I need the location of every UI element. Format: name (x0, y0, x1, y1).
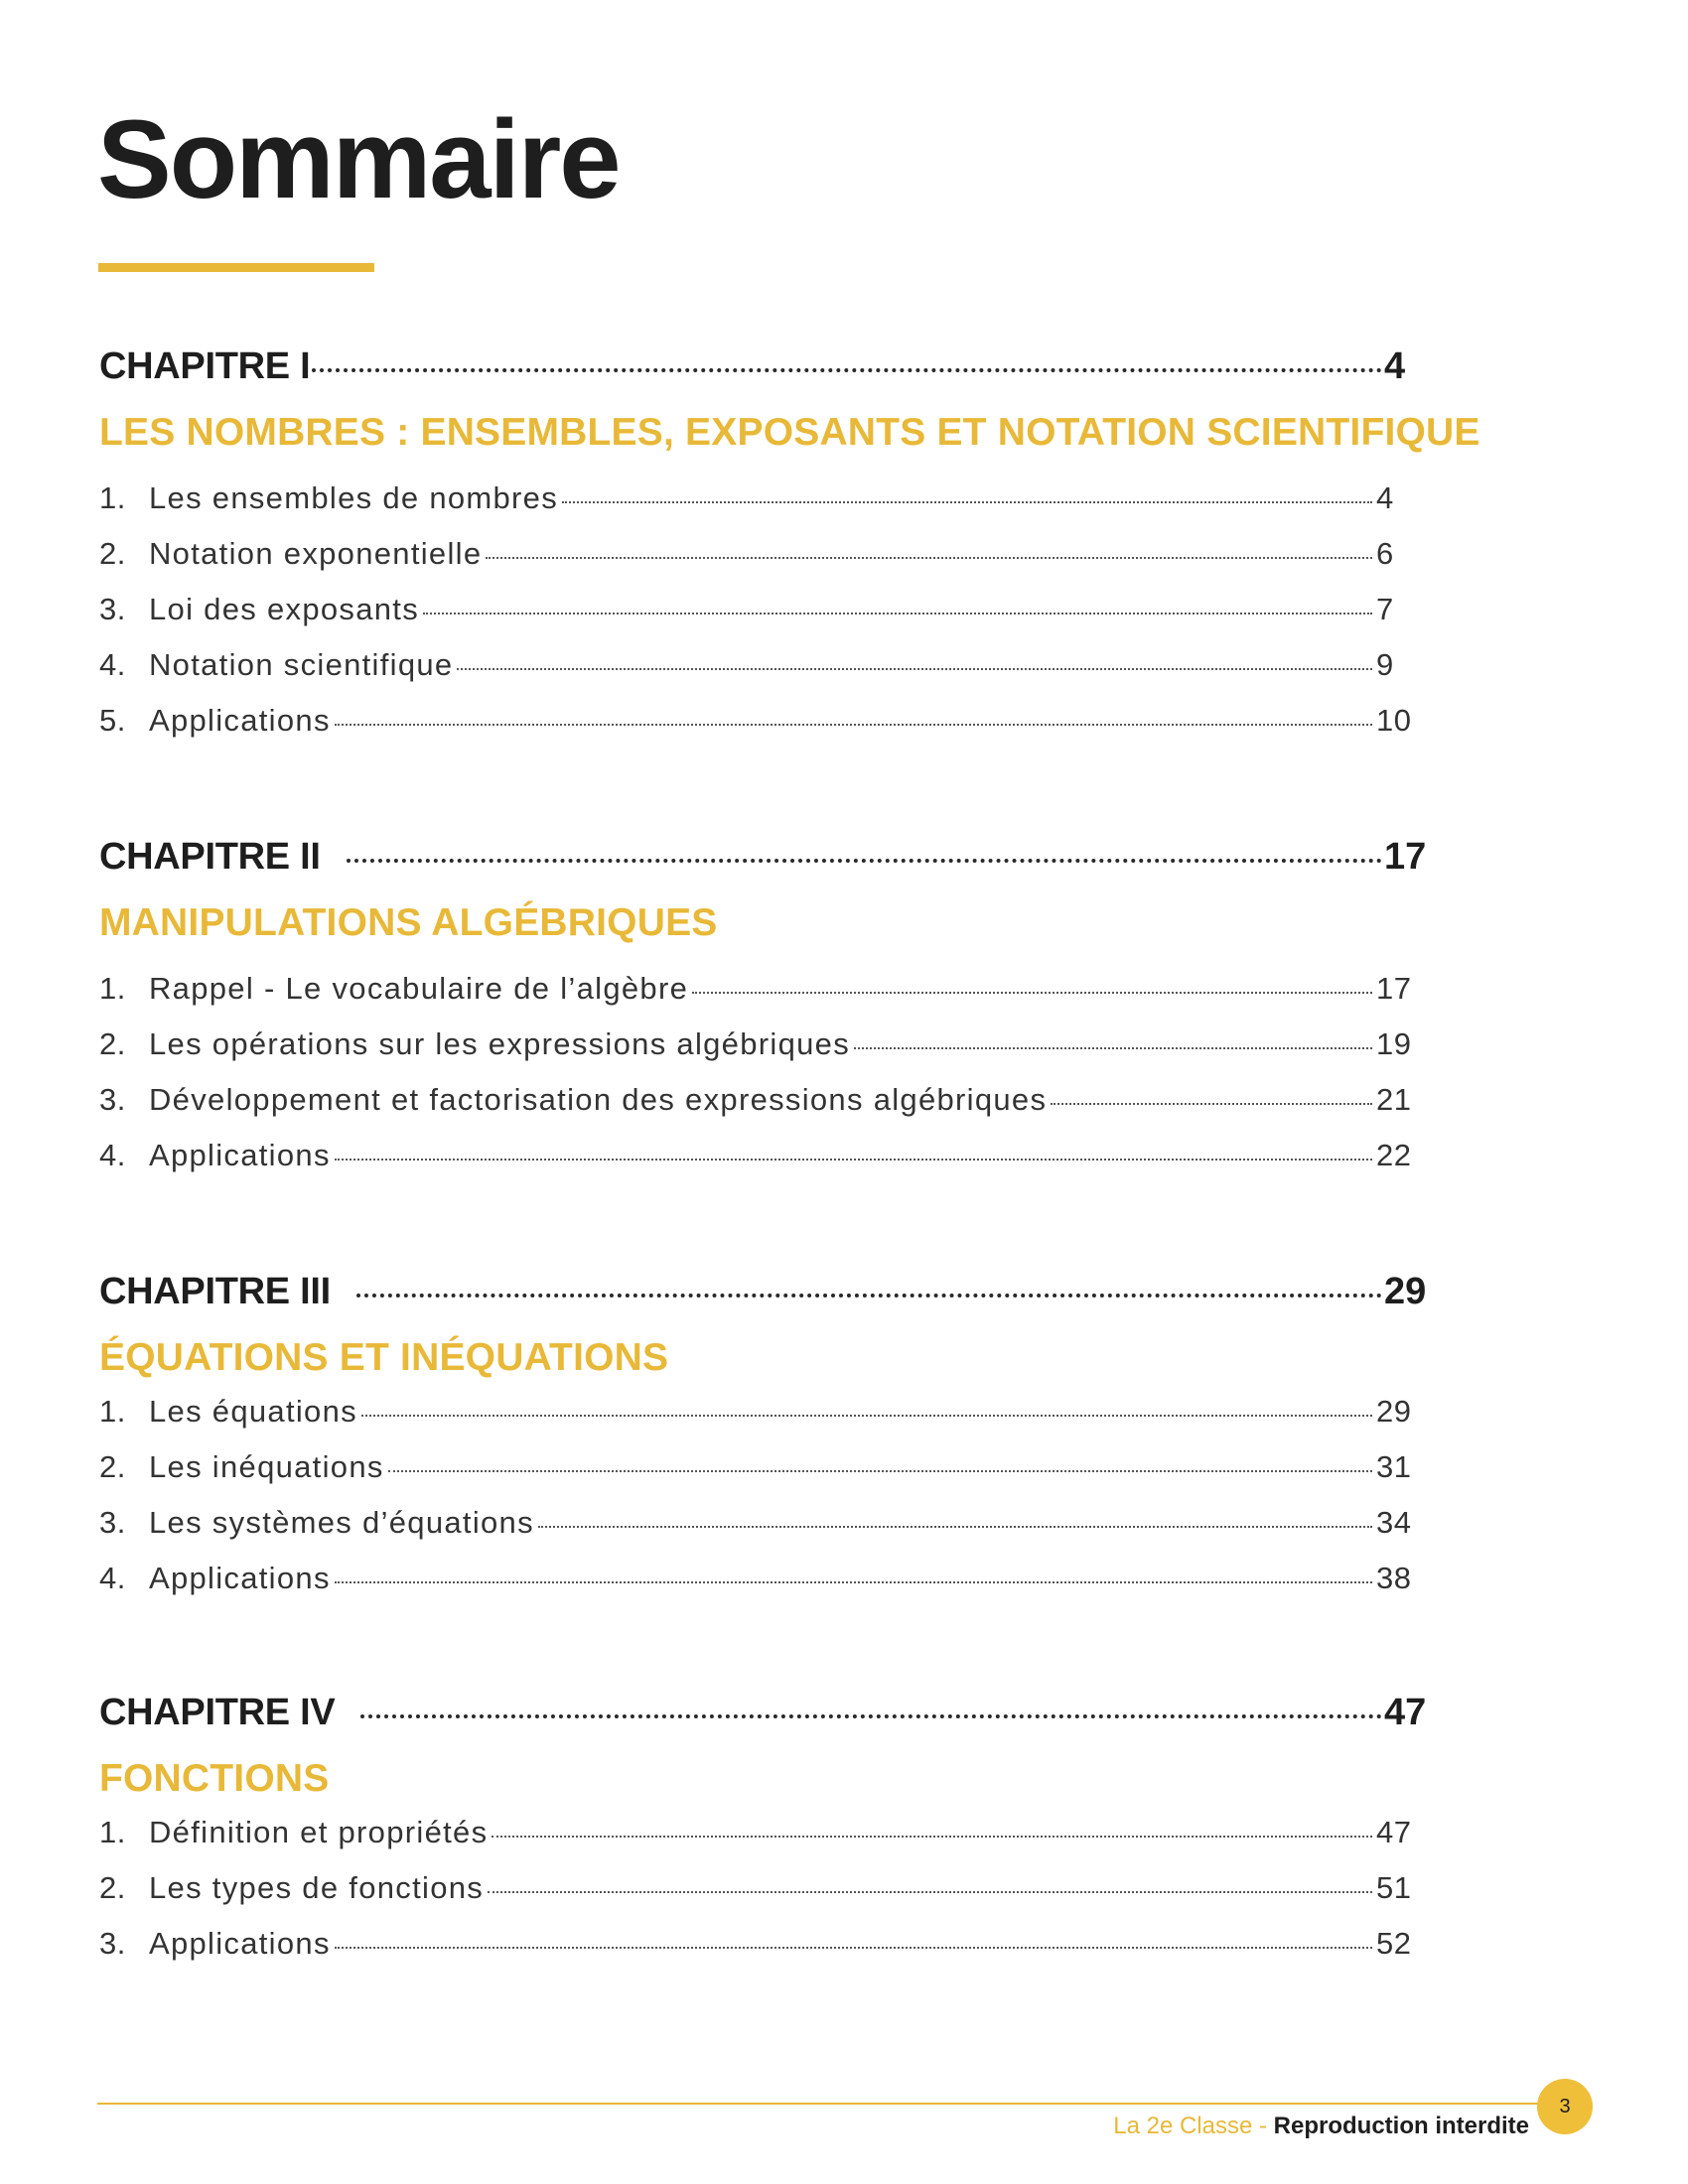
entry-page-number: 31 (1376, 1449, 1412, 1484)
chapter-label: CHAPITRE III (99, 1271, 331, 1312)
entry-label: Notation exponentielle (149, 536, 483, 571)
toc-entry[interactable] (99, 480, 1430, 536)
entry-page-number: 9 (1376, 647, 1394, 682)
chapter-heading-row[interactable] (99, 1271, 1430, 1320)
entry-number: 3. (99, 592, 126, 626)
entry-number: 4. (99, 647, 126, 682)
dot-leader (356, 1294, 1382, 1297)
footer-separator: - (1252, 2113, 1274, 2139)
dot-leader (361, 1415, 1372, 1417)
entry-number: 1. (99, 971, 126, 1006)
entry-label: Les opérations sur les expressions algébriques (149, 1026, 851, 1061)
entry-label: Applications (149, 1561, 331, 1595)
page-number-badge: 3 (1537, 2079, 1593, 2134)
dot-leader (492, 1836, 1372, 1838)
chapter-items (99, 971, 1430, 1193)
chapter-heading-row[interactable] (99, 345, 1430, 395)
toc-entry[interactable] (99, 971, 1430, 1026)
chapter-heading-row[interactable] (99, 836, 1430, 886)
toc-entry[interactable] (99, 1926, 1430, 1981)
entry-number: 3. (99, 1926, 126, 1961)
entry-page-number: 19 (1376, 1026, 1412, 1061)
dot-leader (388, 1470, 1372, 1472)
entry-number: 4. (99, 1138, 126, 1172)
entry-page-number: 38 (1376, 1561, 1412, 1595)
entry-label: Les inéquations (149, 1449, 384, 1484)
dot-leader (538, 1526, 1372, 1528)
entry-label: Applications (149, 1926, 331, 1961)
dot-leader (486, 557, 1372, 559)
entry-number: 4. (99, 1561, 126, 1595)
entry-label: Développement et factorisation des expressions algébriques (149, 1082, 1048, 1117)
toc-entry[interactable] (99, 536, 1430, 592)
dot-leader (423, 613, 1372, 614)
entry-number: 1. (99, 1394, 126, 1429)
chapter-1 (99, 345, 1480, 758)
entry-number: 5. (99, 703, 126, 738)
dot-leader (692, 992, 1372, 994)
chapter-page-number: 47 (1384, 1692, 1427, 1733)
entry-label: Les types de fonctions (149, 1870, 485, 1905)
entry-number: 3. (99, 1505, 126, 1540)
entry-page-number: 34 (1376, 1505, 1412, 1540)
page-title: Sommaire (97, 97, 620, 221)
chapter-page-number: 4 (1384, 345, 1406, 387)
dot-leader (562, 501, 1372, 503)
entry-page-number: 29 (1376, 1394, 1412, 1429)
chapter-label: CHAPITRE II (99, 836, 321, 878)
dot-leader (347, 859, 1382, 863)
dot-leader (360, 1714, 1382, 1718)
toc-entry[interactable] (99, 592, 1430, 647)
entry-page-number: 21 (1376, 1082, 1412, 1117)
toc-entry[interactable] (99, 1505, 1430, 1561)
entry-label: Les ensembles de nombres (149, 480, 559, 515)
entry-number: 3. (99, 1082, 126, 1117)
dot-leader (335, 1581, 1372, 1583)
dot-leader (335, 724, 1372, 726)
chapter-4 (99, 1692, 1430, 1981)
entry-label: Applications (149, 703, 331, 738)
entry-page-number: 51 (1376, 1870, 1412, 1905)
footer-rule (97, 2103, 1549, 2105)
entry-page-number: 6 (1376, 536, 1394, 571)
entry-page-number: 4 (1376, 480, 1394, 515)
chapter-items (99, 480, 1430, 758)
dot-leader (1051, 1103, 1372, 1105)
entry-label: Les systèmes d’équations (149, 1505, 534, 1540)
chapter-items (99, 1815, 1430, 1981)
entry-label: Rappel - Le vocabulaire de l’algèbre (149, 971, 689, 1006)
chapter-page-number: 29 (1384, 1271, 1427, 1312)
entry-label: Loi des exposants (149, 592, 419, 626)
chapter-label: CHAPITRE I (99, 345, 311, 387)
footer-rights: Reproduction interdite (1273, 2113, 1529, 2139)
entry-page-number: 47 (1376, 1815, 1412, 1849)
chapter-items (99, 1394, 1430, 1616)
chapter-subtitle: MANIPULATIONS ALGÉBRIQUES (99, 901, 718, 944)
entry-number: 1. (99, 480, 126, 515)
entry-number: 2. (99, 1870, 126, 1905)
chapter-page-number: 17 (1384, 836, 1427, 878)
toc-entry[interactable] (99, 1138, 1430, 1193)
entry-label: Notation scientifique (149, 647, 454, 682)
chapter-subtitle: FONCTIONS (99, 1757, 330, 1800)
toc-entry[interactable] (99, 703, 1430, 758)
entry-page-number: 22 (1376, 1138, 1412, 1172)
entry-page-number: 17 (1376, 971, 1412, 1006)
dot-leader (854, 1047, 1372, 1049)
toc-entry[interactable] (99, 647, 1430, 703)
entry-page-number: 52 (1376, 1926, 1412, 1961)
entry-number: 2. (99, 1026, 126, 1061)
toc-entry[interactable] (99, 1561, 1430, 1616)
title-underline (98, 263, 374, 272)
dot-leader (488, 1891, 1372, 1893)
entry-label: Définition et propriétés (149, 1815, 489, 1849)
toc-entry[interactable] (99, 1870, 1430, 1926)
dot-leader (457, 668, 1372, 670)
toc-entry[interactable] (99, 1082, 1430, 1138)
entry-number: 2. (99, 536, 126, 571)
chapter-label: CHAPITRE IV (99, 1692, 336, 1733)
entry-page-number: 7 (1376, 592, 1394, 626)
entry-label: Les équations (149, 1394, 357, 1429)
chapter-subtitle: ÉQUATIONS ET INÉQUATIONS (99, 1336, 669, 1379)
chapter-subtitle: LES NOMBRES : ENSEMBLES, EXPOSANTS ET NOTATION SCIENTIFIQUE (99, 411, 1480, 454)
chapter-2 (99, 836, 1430, 1193)
dot-leader (335, 1947, 1372, 1949)
toc-entry[interactable] (99, 1026, 1430, 1082)
entry-number: 2. (99, 1449, 126, 1484)
dot-leader (335, 1159, 1372, 1160)
toc-entry[interactable] (99, 1815, 1430, 1870)
footer-brand: La 2e Classe (1113, 2113, 1253, 2139)
entry-label: Applications (149, 1138, 331, 1172)
chapter-3 (99, 1271, 1430, 1616)
footer-credit (1113, 2113, 1529, 2140)
dot-leader (312, 368, 1382, 372)
toc-entry[interactable] (99, 1394, 1430, 1449)
chapter-heading-row[interactable] (99, 1692, 1430, 1741)
entry-number: 1. (99, 1815, 126, 1849)
entry-page-number: 10 (1376, 703, 1412, 738)
toc-entry[interactable] (99, 1449, 1430, 1505)
